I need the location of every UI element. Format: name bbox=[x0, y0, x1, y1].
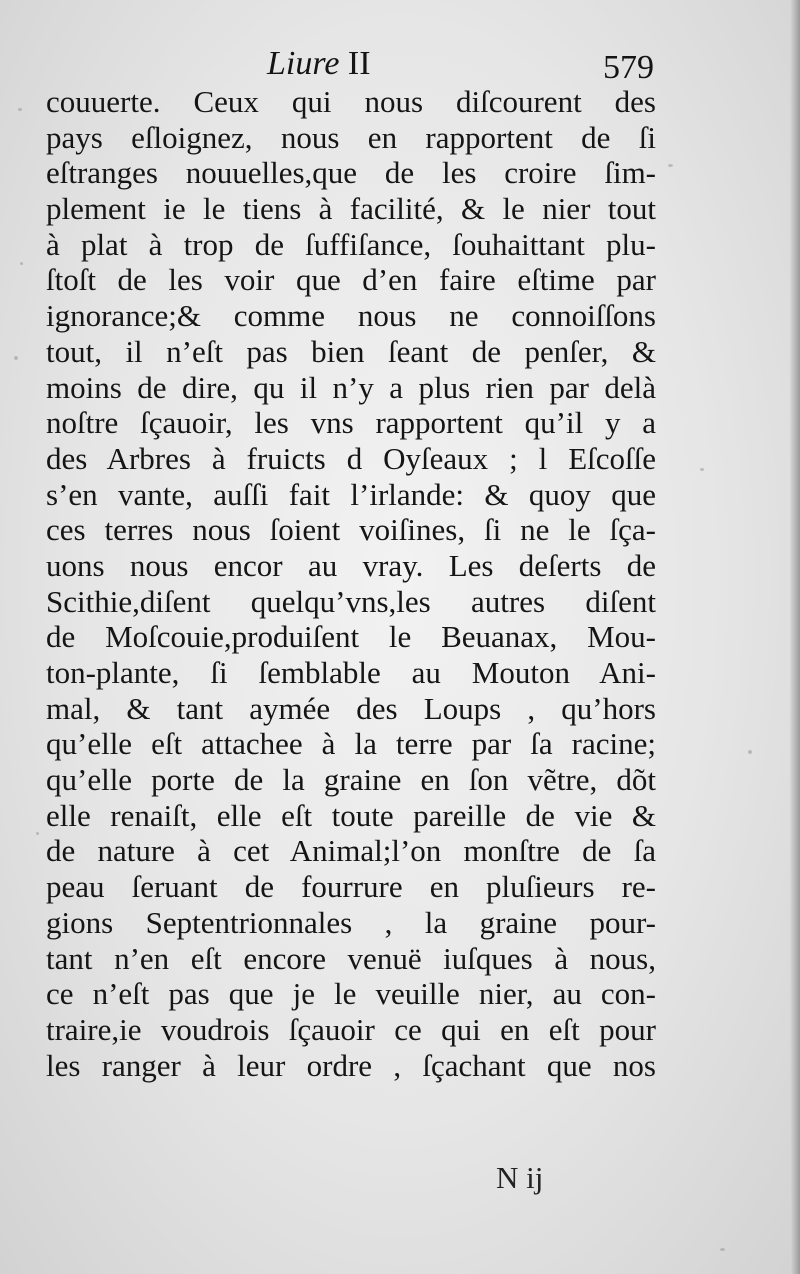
text-line: plement ie le tiens à facilité, & le nier tout bbox=[46, 191, 656, 227]
text-line: qu’elle porte de la graine en ſon vẽtre, dõt bbox=[46, 762, 656, 798]
text-line: noſtre ſçauoir, les vns rapportent qu’il y a bbox=[46, 405, 656, 441]
book-label: Liure bbox=[267, 45, 340, 82]
signature-mark: N ij bbox=[496, 1160, 544, 1195]
text-line: à plat à trop de ſuffiſance, ſouhaittant plu- bbox=[46, 226, 656, 262]
text-line: ſtoſt de les voir que d’en faire eſtime par bbox=[46, 262, 656, 298]
text-line: moins de dire, qu il n’y a plus rien par delà bbox=[46, 369, 656, 405]
text-line: Scithie,diſent quelqu’vns,les autres diſent bbox=[46, 583, 656, 619]
body-text bbox=[46, 84, 656, 1083]
text-line: mal, & tant aymée des Loups , qu’hors bbox=[46, 690, 656, 726]
text-line: des Arbres à fruicts d Oyſeaux ; l Eſcoſſe bbox=[46, 440, 656, 476]
paper-speck bbox=[18, 108, 22, 111]
text-line: tout, il n’eſt pas bien ſeant de penſer, & bbox=[46, 333, 656, 369]
text-line: pays eſloignez, nous en rapportent de ſi bbox=[46, 119, 656, 155]
paper-speck bbox=[700, 468, 704, 471]
text-line: traire,ie voudrois ſçauoir ce qui en eſt pour bbox=[46, 1011, 656, 1047]
text-line: eſtranges nouuelles,que de les croire ſim- bbox=[46, 155, 656, 191]
paper-speck bbox=[748, 750, 752, 754]
text-line: qu’elle eſt attachee à la terre par ſa racine; bbox=[46, 726, 656, 762]
text-line: ignorance;& comme nous ne connoiſſons bbox=[46, 298, 656, 334]
running-head bbox=[45, 38, 660, 90]
text-line: de nature à cet Animal;l’on monſtre de ſa bbox=[46, 833, 656, 869]
paper-speck bbox=[36, 832, 39, 835]
paper-speck bbox=[720, 1248, 725, 1251]
page-edge bbox=[790, 0, 800, 1274]
text-line: uons nous encor au vray. Les deſerts de bbox=[46, 547, 656, 583]
book-title bbox=[267, 44, 371, 84]
text-line: tant n’en eſt encore venuë iuſques à nous, bbox=[46, 940, 656, 976]
text-line: ce n’eſt pas que je le veuille nier, au con- bbox=[46, 976, 656, 1012]
text-line: elle renaiſt, elle eſt toute pareille de vie & bbox=[46, 797, 656, 833]
text-line: couuerte. Ceux qui nous diſcourent des bbox=[46, 84, 656, 119]
book-number: II bbox=[347, 45, 371, 82]
page-number: 579 bbox=[603, 49, 654, 86]
text-line: peau ſeruant de fourrure en pluſieurs re- bbox=[46, 869, 656, 905]
text-line: les ranger à leur ordre , ſçachant que nos bbox=[46, 1047, 656, 1083]
text-line: gions Septentrionnales , la graine pour- bbox=[46, 904, 656, 940]
paper-speck bbox=[20, 262, 23, 265]
text-line: ces terres nous ſoient voiſines, ſi ne le ſça- bbox=[46, 512, 656, 548]
text-line: ton-plante, ſi ſemblable au Mouton Ani- bbox=[46, 655, 656, 690]
paper-speck bbox=[14, 356, 18, 360]
text-line: s’en vante, auſſi fait l’irlande: & quoy que bbox=[46, 476, 656, 512]
paper-speck bbox=[668, 164, 673, 167]
text-line: de Moſcouie,produiſent le Beuanax, Mou- bbox=[46, 619, 656, 655]
